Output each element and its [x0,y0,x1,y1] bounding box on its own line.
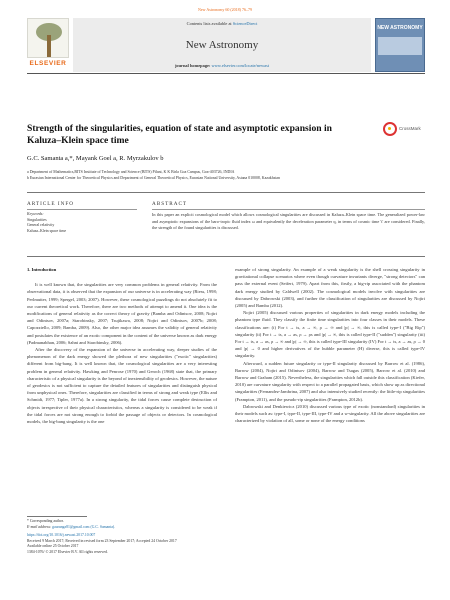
received-dates: Received 9 March 2017; Received in revised form 23 September 2017; Accepted 24 October 2017 [27,538,177,543]
sciencedirect-link[interactable]: ScienceDirect [232,21,258,26]
paragraph: Afterward, a sudden future singularity or type-II singularity discussed by Barrow et al. (1986), Barrow (2004), Nojiri and Odintsov (2004), Barrow and Tsagas (2005), Barrow et al. (2010) and Barrow and Graham (2015). Nevertheless, the singularities which fall outside this classification (Kiefer, 2010) are curvature singularity with respect to a parallel propagated basis, which show up as directional singularities (Fernandez-Jambrina, 2007) and also intensively studied recently: the little-rip singularities (Frampton, 2011), and the pseudo-rip singularities (Frampton, 2012b). [235,360,425,402]
corresponding-author-note: * Corresponding author. [27,519,64,523]
contents-prefix: Contents lists available at [186,21,233,26]
homepage-link[interactable]: www.elsevier.com/locate/newast [211,63,270,68]
journal-cover-image [375,18,425,72]
keywords-label: Keywords: [27,212,44,216]
body-column-right [235,266,425,424]
abstract-heading: ABSTRACT [152,201,188,207]
email-note [27,525,227,531]
footnotes [27,519,227,555]
online-date: Available online 25 October 2017 [27,544,79,548]
paragraph: example of strong singularity. An example of a weak singularity is the shell crossing singularity in gravitational collapse scenarios where even though curvature invariants diverge, "strong detectors" can pass the external event (Seifert, 1979). Apart from this, firstly, a big-rip associated with the phantom dark energy studied by Caldwell (2002). The cosmological models involve with singularities are discussed by Dabrowski (2003), and further the classification of singularities are discussed by Nojiri (2005) and Bamba (2012). [235,267,425,309]
journal-title: New Astronomy [185,39,259,51]
elsevier-wordmark: ELSEVIER [29,60,67,67]
email-label: E-mail address: [27,524,53,529]
footnote-divider [27,516,87,517]
elsevier-tree-icon [27,18,69,58]
doi-link[interactable]: https://doi.org/10.1016/j.newast.2017.10.007 [27,533,96,537]
divider [27,209,137,210]
journal-header [27,18,425,74]
divider [152,209,425,210]
article-info-heading: ARTICLE INFO [27,201,74,207]
homepage-label: journal homepage: [174,63,212,68]
divider [27,192,425,193]
paragraph: It is well known that, the singularities are very common problems in general relativity. From the observational data, it is observed that the expansion of our universe is in accelerating way (Riess, 1998; Perlmutter, 1999; Spergel, 2003; 2007). However, these cosmological puzzlings do not absolutely fit to our current theoretical work. Therefore, there are two methods of attempt to amend it. One idea is the modifications of general relativity as the correct theory of gravity (Bamba and Odintsov, 2008; Nojiri and Odintsov, 2007a; Starobinsky, 2007; Tsujikawa, 2008; Nojiri and Odintsov, 2007b; 2008; Capozziello, 2009; Bamba, 2009). Also, the other major idea assumes the validity of general relativity and postulates the existence of an exotic component in the content of the universe known as dark energy (Padmanabhan, 2006; Sahni and Starobinsky, 2006). [27,282,217,345]
keyword-item: Singularities [27,217,47,222]
affiliation-b: b Eurasian International Center for Theoretical Physics and Department of General Theoretical Physics, Eurasian National University, Astana 010008, Kazakhstan [27,176,280,180]
paragraph: Dabrowski and Denkiewicz (2010) discussed various type of exotic (nonstandard) singularities in their models such as: type-I, type-II, type-III, type-IV and a w-singularity. All the above singularities are characterized by violation of all, some or none of the energy conditions [235,403,425,424]
homepage-line [73,63,371,68]
affiliation-a: a Department of Mathematics,BITS Institute of Technology and Science (BITS) Pilani, K K Birla Goa Campus, Goa-403726, INDIA [27,170,235,174]
body-column-left [27,266,217,425]
abstract-text: In this paper an explicit cosmological model which allows cosmological singularities are discussed in Kaluza–Klein space time. The generalized power-law and asymptotic expansions of the baro-tropic fluid index ω and equivalently the deceleration parameter q, in terms of cosmic time 't' are considered. Finally, the strength of the found singularities is discussed. [152,212,425,230]
contents-line [73,21,371,26]
section-heading: 1. Introduction [27,267,57,272]
elsevier-logo[interactable] [27,18,69,72]
paragraph: Nojiri (2005) discussed various properties of singularities in dark energy models including the phantom type fluid. They classify the finite time singularities into four classes in their models. These classifications are: (i) For t → ts, a → ∞, ρ → ∞ and |p| → ∞, this is called type-I ("Big Rip") singularity (ii) For t → ts, a → as, ρ → ρs and |p| → ∞, this is called type-II ("sudden") singularity (iii) For t → ts, a → as, ρ → ∞ and |p| → ∞, this is called type-III singularity (IV) For t → ts, a → as, ρ → 0 and |p| → 0 and higher derivatives of the hubble parameter (H) diverse, this is called type-IV singularity. [235,310,425,359]
keyword-item: General relativity [27,223,55,227]
divider [27,256,425,257]
crossmark-icon [383,122,397,136]
crossmark-badge[interactable] [383,122,423,142]
article-title: Strength of the singularities, equation of state and asymptotic expansion in Kaluza–Klein space time [27,123,332,146]
author-list: G.C. Samanta a,*, Mayank Goel a, R. Myrzakulov b [27,155,164,162]
crossmark-label: CrossMark [399,126,421,131]
keyword-item: Kaluza–Klein space time [27,228,67,233]
email-link[interactable]: gauranga81@gmail.com (G.C. Samanta). [52,524,116,529]
copyright-line: 1384-1076/ © 2017 Elsevier B.V. All rights reserved. [27,549,108,554]
paragraph: After the discovery of the expansion of the universe in accelerating way, deeper studies of the phenomenon of the dark energy showed the plethora of new singularities ("exotic" singularities) different from big-bang. It is well known that, the cosmological singularities are a very interesting problem in general relativity. Hawking and Penrose (1970) and Geroch (1968) state that, the primary characteristic of a physical singularity is the beyond of inextensibility of geodesics. However, the nature of geodesics is not sufficient to capture the detailed features of singularities and distinguish physical from unphysical ones. Therefore, singularities are classified in terms of strong and weak type (Ellis and Schmidt, 1977; Tipler, 1977a). In a strong singularity, the tidal forces cause complete destruction of objects irrespective of their physical characteristics, whereas a singularity is considered to be weak if the tidal forces are not strong enough to forbid the passage of objects or detectors. In cosmological models, the big-bang singularity is the one [27,347,217,425]
cover-title: NEW ASTRONOMY [377,25,423,31]
journal-reference: New Astronomy 60 (2018) 76–79 [198,7,252,12]
keywords-block [27,212,137,234]
journal-banner [73,18,371,72]
